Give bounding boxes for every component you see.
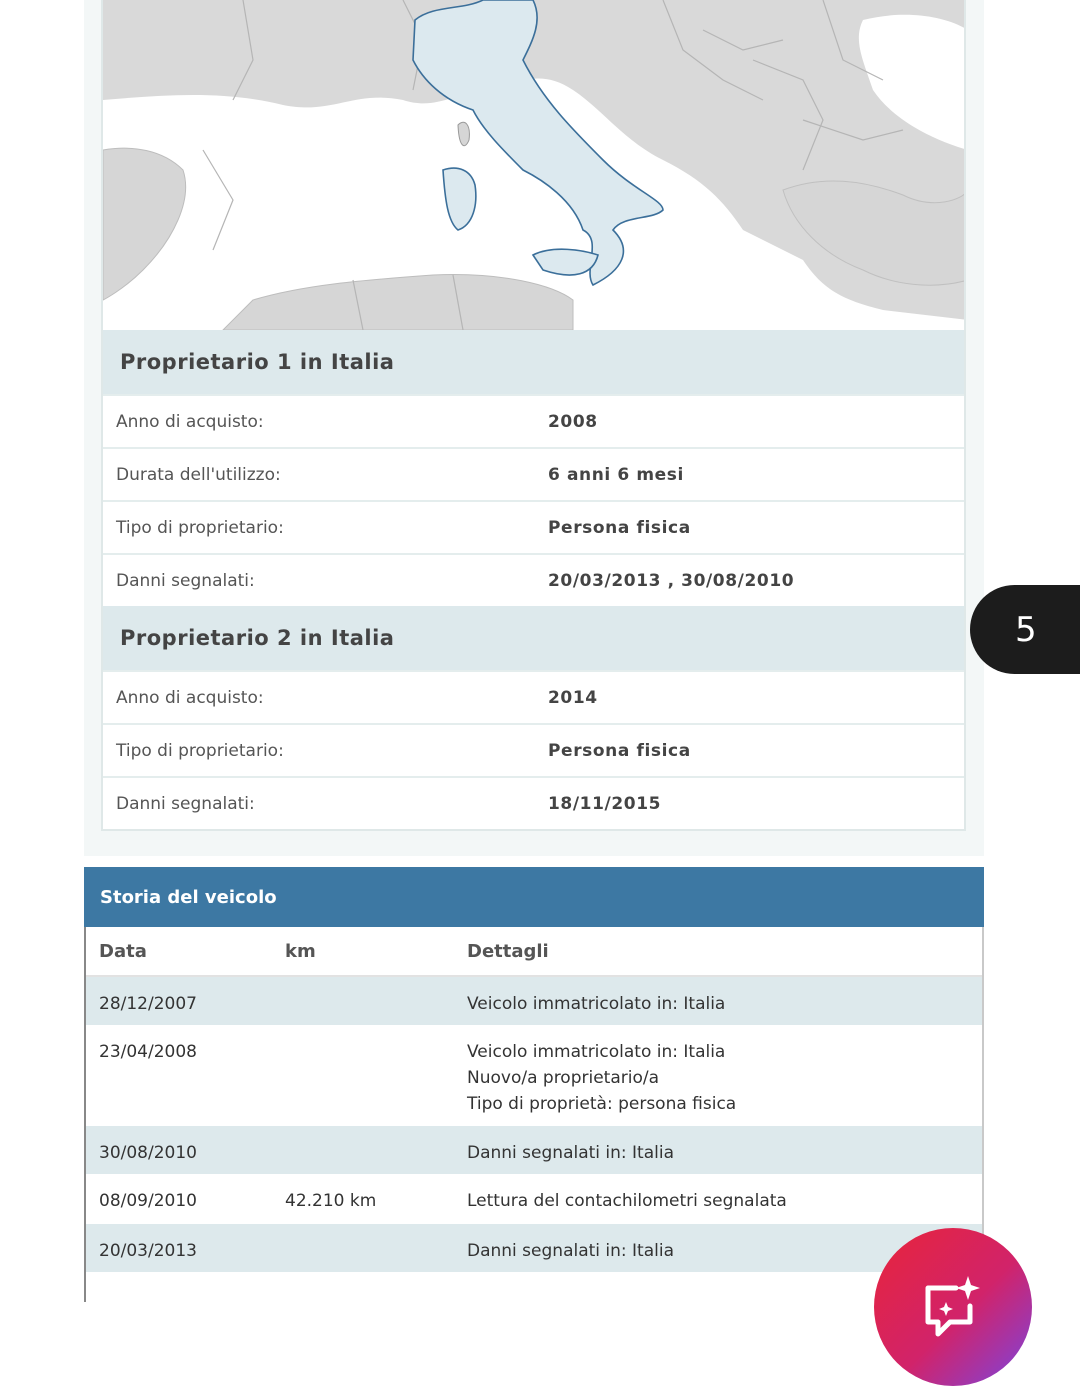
owner-1-row bbox=[103, 447, 964, 500]
table-border-tail bbox=[84, 1272, 86, 1302]
col-header-date: Data bbox=[99, 940, 147, 962]
detail-line: Veicolo immatricolato in: Italia bbox=[467, 1042, 726, 1062]
history-header-row bbox=[86, 927, 982, 977]
vehicle-history bbox=[84, 867, 984, 1302]
row-value: 6 anni 6 mesi bbox=[548, 464, 684, 485]
row-value: 2008 bbox=[548, 411, 598, 432]
owner-2-row bbox=[103, 670, 964, 723]
cell-date: 20/03/2013 bbox=[99, 1241, 197, 1261]
cell-date: 28/12/2007 bbox=[99, 994, 197, 1014]
cell-km bbox=[285, 991, 467, 1025]
col-header-details: Dettagli bbox=[467, 940, 549, 962]
cell-details bbox=[467, 991, 982, 1025]
cell-details bbox=[467, 1039, 982, 1126]
cell-km bbox=[285, 1238, 467, 1272]
detail-line: Danni segnalati in: Italia bbox=[467, 1143, 675, 1163]
owner-2-row bbox=[103, 776, 964, 829]
row-label: Tipo di proprietario: bbox=[116, 740, 284, 761]
col-header-km: km bbox=[285, 940, 316, 962]
owner-2-row bbox=[103, 723, 964, 776]
cell-km: 42.210 km bbox=[285, 1191, 377, 1211]
chat-sparkle-icon bbox=[918, 1274, 988, 1344]
cell-details bbox=[467, 1140, 982, 1174]
detail-line: Veicolo immatricolato in: Italia bbox=[467, 994, 726, 1014]
row-value: Persona fisica bbox=[548, 517, 691, 538]
cell-date: 30/08/2010 bbox=[99, 1143, 197, 1163]
row-label: Durata dell'utilizzo: bbox=[116, 464, 281, 485]
row-value: Persona fisica bbox=[548, 740, 691, 761]
cell-details bbox=[467, 1188, 982, 1224]
owner-1-title: Proprietario 1 in Italia bbox=[103, 330, 964, 394]
table-row bbox=[86, 1126, 982, 1174]
row-value: 20/03/2013 , 30/08/2010 bbox=[548, 570, 795, 591]
cell-date: 08/09/2010 bbox=[99, 1191, 197, 1211]
table-row bbox=[86, 1174, 982, 1224]
detail-line: Danni segnalati in: Italia bbox=[467, 1241, 675, 1261]
table-row bbox=[86, 1025, 982, 1126]
history-title: Storia del veicolo bbox=[84, 867, 984, 927]
detail-line: Tipo di proprietà: persona fisica bbox=[467, 1094, 737, 1114]
row-value: 2014 bbox=[548, 687, 598, 708]
italy-map bbox=[101, 0, 966, 330]
history-table bbox=[84, 927, 984, 1272]
detail-line: Nuovo/a proprietario/a bbox=[467, 1068, 660, 1088]
page-indicator-tab[interactable]: 5 bbox=[970, 585, 1080, 674]
row-value: 18/11/2015 bbox=[548, 793, 662, 814]
row-label: Anno di acquisto: bbox=[116, 687, 264, 708]
row-label: Danni segnalati: bbox=[116, 793, 255, 814]
owner-1-row bbox=[103, 394, 964, 447]
cell-km bbox=[285, 1140, 467, 1174]
cell-date: 23/04/2008 bbox=[99, 1042, 197, 1062]
row-label: Anno di acquisto: bbox=[116, 411, 264, 432]
owner-2-title: Proprietario 2 in Italia bbox=[103, 606, 964, 670]
owners-section bbox=[101, 330, 966, 831]
owner-1-row bbox=[103, 500, 964, 553]
row-label: Tipo di proprietario: bbox=[116, 517, 284, 538]
table-row bbox=[86, 977, 982, 1025]
table-row bbox=[86, 1224, 982, 1272]
detail-line: Lettura del contachilometri segnalata bbox=[467, 1191, 787, 1211]
ai-chat-button[interactable] bbox=[874, 1228, 1032, 1386]
cell-km bbox=[285, 1039, 467, 1126]
owner-1-row bbox=[103, 553, 964, 606]
row-label: Danni segnalati: bbox=[116, 570, 255, 591]
